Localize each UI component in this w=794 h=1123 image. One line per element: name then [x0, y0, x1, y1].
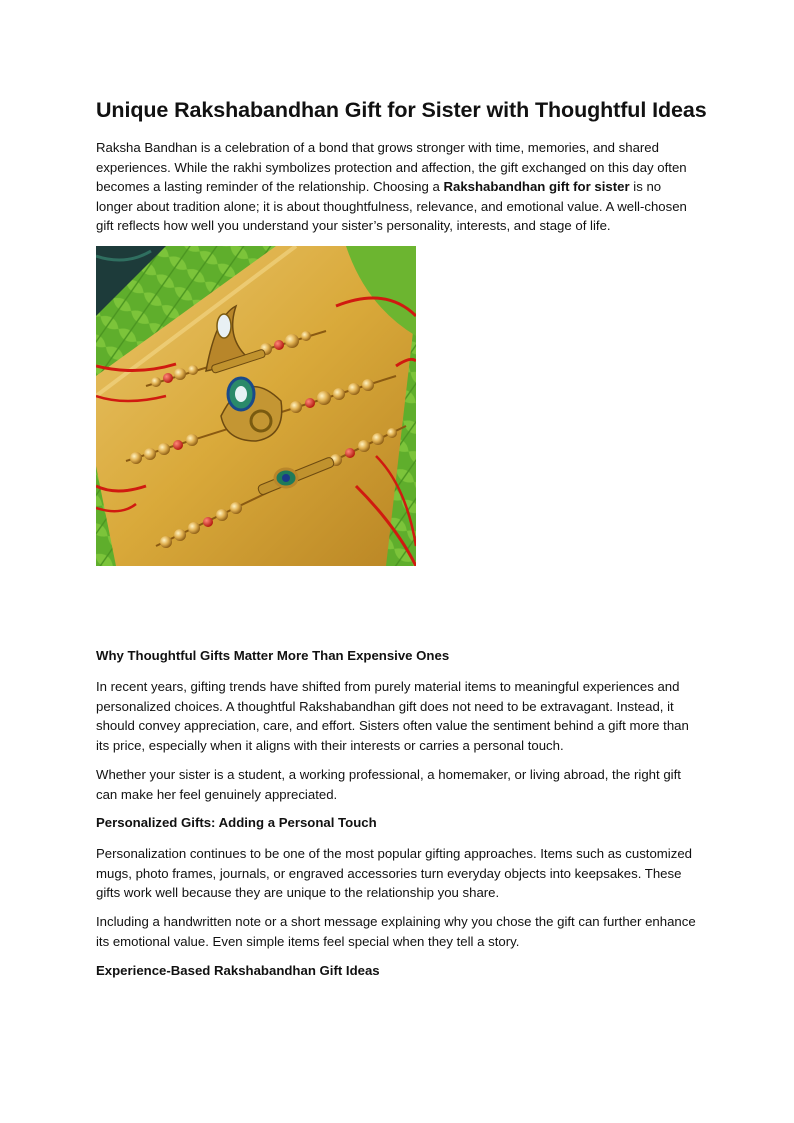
section-paragraph: Whether your sister is a student, a working professional, a homemaker, or living abroad, the right gift can make her feel genuinely appreciated.: [96, 767, 681, 802]
rakhi-illustration: [96, 246, 416, 566]
section-heading-why-thoughtful: Why Thoughtful Gifts Matter More Than Expensive Ones: [96, 648, 450, 663]
section-paragraph: In recent years, gifting trends have shifted from purely material items to meaningful experiences and personalized choices. A thoughtful Rakshabandhan gift does not need to be extravagant. Instead, it should convey appreciation, care, and effort. Sisters often value the sentiment behind a gift more than its price, especially when it aligns with their interests or carries a personal touch.: [96, 679, 689, 753]
intro-text-before: Raksha Bandhan is a celebration of a bond that grows stronger with time, memories, and shared experiences. While the rakhi symbolizes protection and affection, the gift exchanged on this day often becomes a lasting reminder of the relationship. Choosing a: [96, 140, 687, 195]
intro-paragraph: [96, 138, 700, 236]
section-heading-personalized: Personalized Gifts: Adding a Personal Touch: [96, 815, 377, 830]
article-title: Unique Rakshabandhan Gift for Sister with Thoughtful Ideas: [96, 98, 707, 122]
intro-bold-keyword: Rakshabandhan gift for sister: [443, 179, 630, 195]
section-heading-experience: Experience-Based Rakshabandhan Gift Ideas: [96, 963, 380, 978]
section-paragraph: Personalization continues to be one of the most popular gifting approaches. Items such as customized mugs, photo frames, journals, or engraved accessories turn everyday objects into keepsakes. These gifts work well because they are unique to the relationship you share.: [96, 846, 692, 901]
rakhi-photo: [96, 246, 416, 566]
intro-text-after: is no longer about tradition alone; it is about thoughtfulness, relevance, and emotional value. A well-chosen gift reflects how well you understand your sister’s personality, interests, and stage of life.: [96, 179, 687, 234]
section-paragraph: Including a handwritten note or a short message explaining why you chose the gift can further enhance its emotional value. Even simple items feel special when they tell a story.: [96, 914, 696, 949]
